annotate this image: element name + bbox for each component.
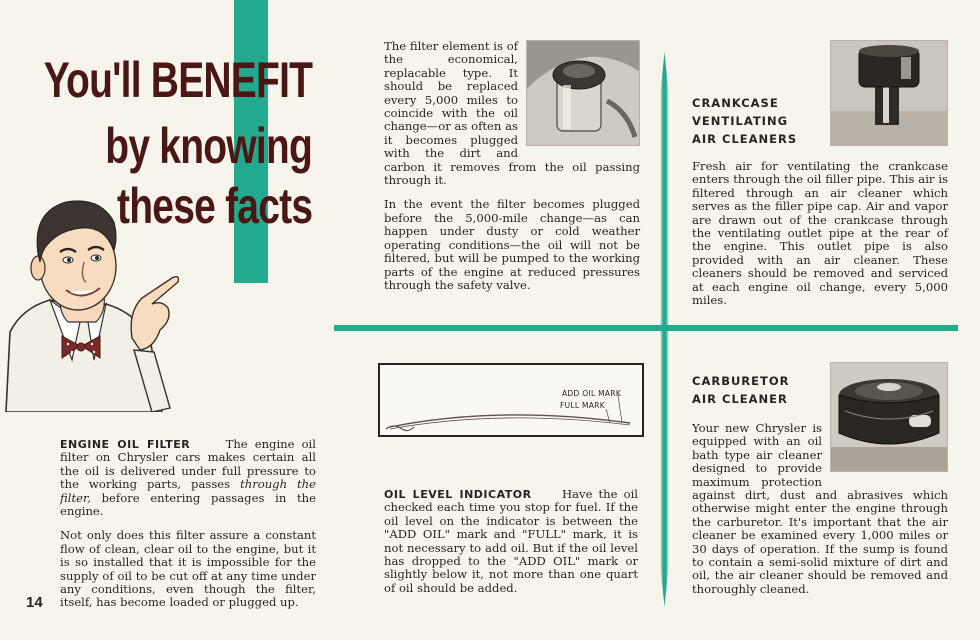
oil-filter-photo — [526, 40, 640, 146]
crankcase-cleaner-photo — [830, 40, 948, 146]
carburetor-section — [692, 362, 948, 596]
teal-horizontal-divider — [334, 325, 958, 331]
teal-vertical-divider — [660, 52, 669, 607]
engine-oil-filter-paragraph-1 — [60, 438, 316, 518]
add-oil-mark-label: ADD OIL MARK — [562, 389, 622, 398]
oil-level-heading: OIL LEVEL INDICATOR — [384, 488, 532, 501]
engine-oil-filter-text-lead: The engine oil filter on Chrysler cars makes certain all the oil is delivered under full pressure to the working parts, passes — [60, 437, 316, 492]
carburetor-text-wrap: Your new Chrysler is equipped with an oil bath type air cleaner designed to provide maximum — [692, 421, 822, 489]
carburetor-cleaner-photo — [830, 362, 948, 472]
filter-element-section — [384, 40, 640, 292]
crankcase-section — [692, 40, 948, 307]
pointing-man-illustration — [2, 182, 212, 412]
full-mark-label: FULL MARK — [560, 401, 605, 410]
filter-element-paragraph-2: In the event the filter becomes plugged before the 5,000-mile change—as can happen under dusty or cold weather operating conditions—the oil will not be filtered, but will be pumped to the working parts of the engine at reduced pressures through the safety valve. — [384, 197, 640, 292]
oil-filter-canister-icon — [527, 41, 639, 145]
headline-line-1: You'll BENEFIT — [43, 52, 312, 108]
carburetor-heading-line-1: CARBURETOR — [692, 374, 790, 388]
dipstick-diagram — [378, 363, 644, 437]
crankcase-air-cleaner-icon — [831, 41, 947, 145]
oil-level-paragraph — [384, 488, 638, 595]
carburetor-heading-line-2: AIR CLEANER — [692, 392, 788, 406]
engine-oil-filter-text-italic: through the filter, — [60, 477, 316, 505]
page-number: 14 — [26, 594, 43, 611]
engine-oil-filter-section — [60, 438, 316, 610]
headline-line-3: these facts — [116, 178, 312, 234]
carburetor-text-tail: protection against dirt, dust and abrasives which otherwise might enter the engine through the carburetor. It's important that the air cleaner be examined every 1,000 miles or 30 days of operation. If the sump is found to contain a semi-solid mixture of dirt and oil, the air cleaner should be removed and thoroughly cleaned. — [692, 474, 948, 596]
dipstick-icon — [380, 365, 642, 435]
crankcase-paragraph: Fresh air for ventilating the crankcase enters through the oil filler pipe. This air is filtered through an air cleaner which serves as the filler pipe cap. Air and vapor are drawn out of the crankcase through the ventilating outlet pipe at the rear of the engine. This outlet pipe is also provided with an air cleaner. These cleaners should be removed and serviced at each engine oil change, every 5,000 miles. — [692, 159, 948, 308]
filter-element-text-wrap: The filter element is of the economical, replacable type. It should be replaced every 5,000 miles to coincide with the oil change—or as often as it becomes plugged with the — [384, 39, 518, 161]
crankcase-heading-line-2: VENTILATING — [692, 114, 789, 128]
oil-level-text: Have the oil checked each time you stop for fuel. If the oil level on the indicator is between the "ADD OIL" mark and "FULL" mark, it is not necessary to add oil. But if the oil level has dropped to the "ADD OIL" mark or slightly below it, not more than one quart of oil should be added. — [384, 487, 638, 595]
crankcase-heading-line-1: CRANKCASE — [692, 96, 779, 110]
headline-line-2: by knowing — [105, 118, 312, 174]
oil-level-section — [384, 488, 638, 595]
carburetor-air-cleaner-icon — [831, 363, 947, 471]
engine-oil-filter-text-tail: before entering passages in the engine. — [60, 490, 316, 519]
engine-oil-filter-paragraph-2: Not only does this filter assure a constant flow of clean, clear oil to the engine, but it is so installed that it is impossible for the supply of oil to be cut off at any time under any conditions, even though the filter, itself, has become loaded or plugged up. — [60, 528, 316, 610]
engine-oil-filter-heading: ENGINE OIL FILTER — [60, 438, 191, 451]
crankcase-heading-line-3: AIR CLEANERS — [692, 132, 798, 146]
filter-element-text-tail: dirt and carbon it removes from the oil passing through it. — [384, 146, 640, 188]
